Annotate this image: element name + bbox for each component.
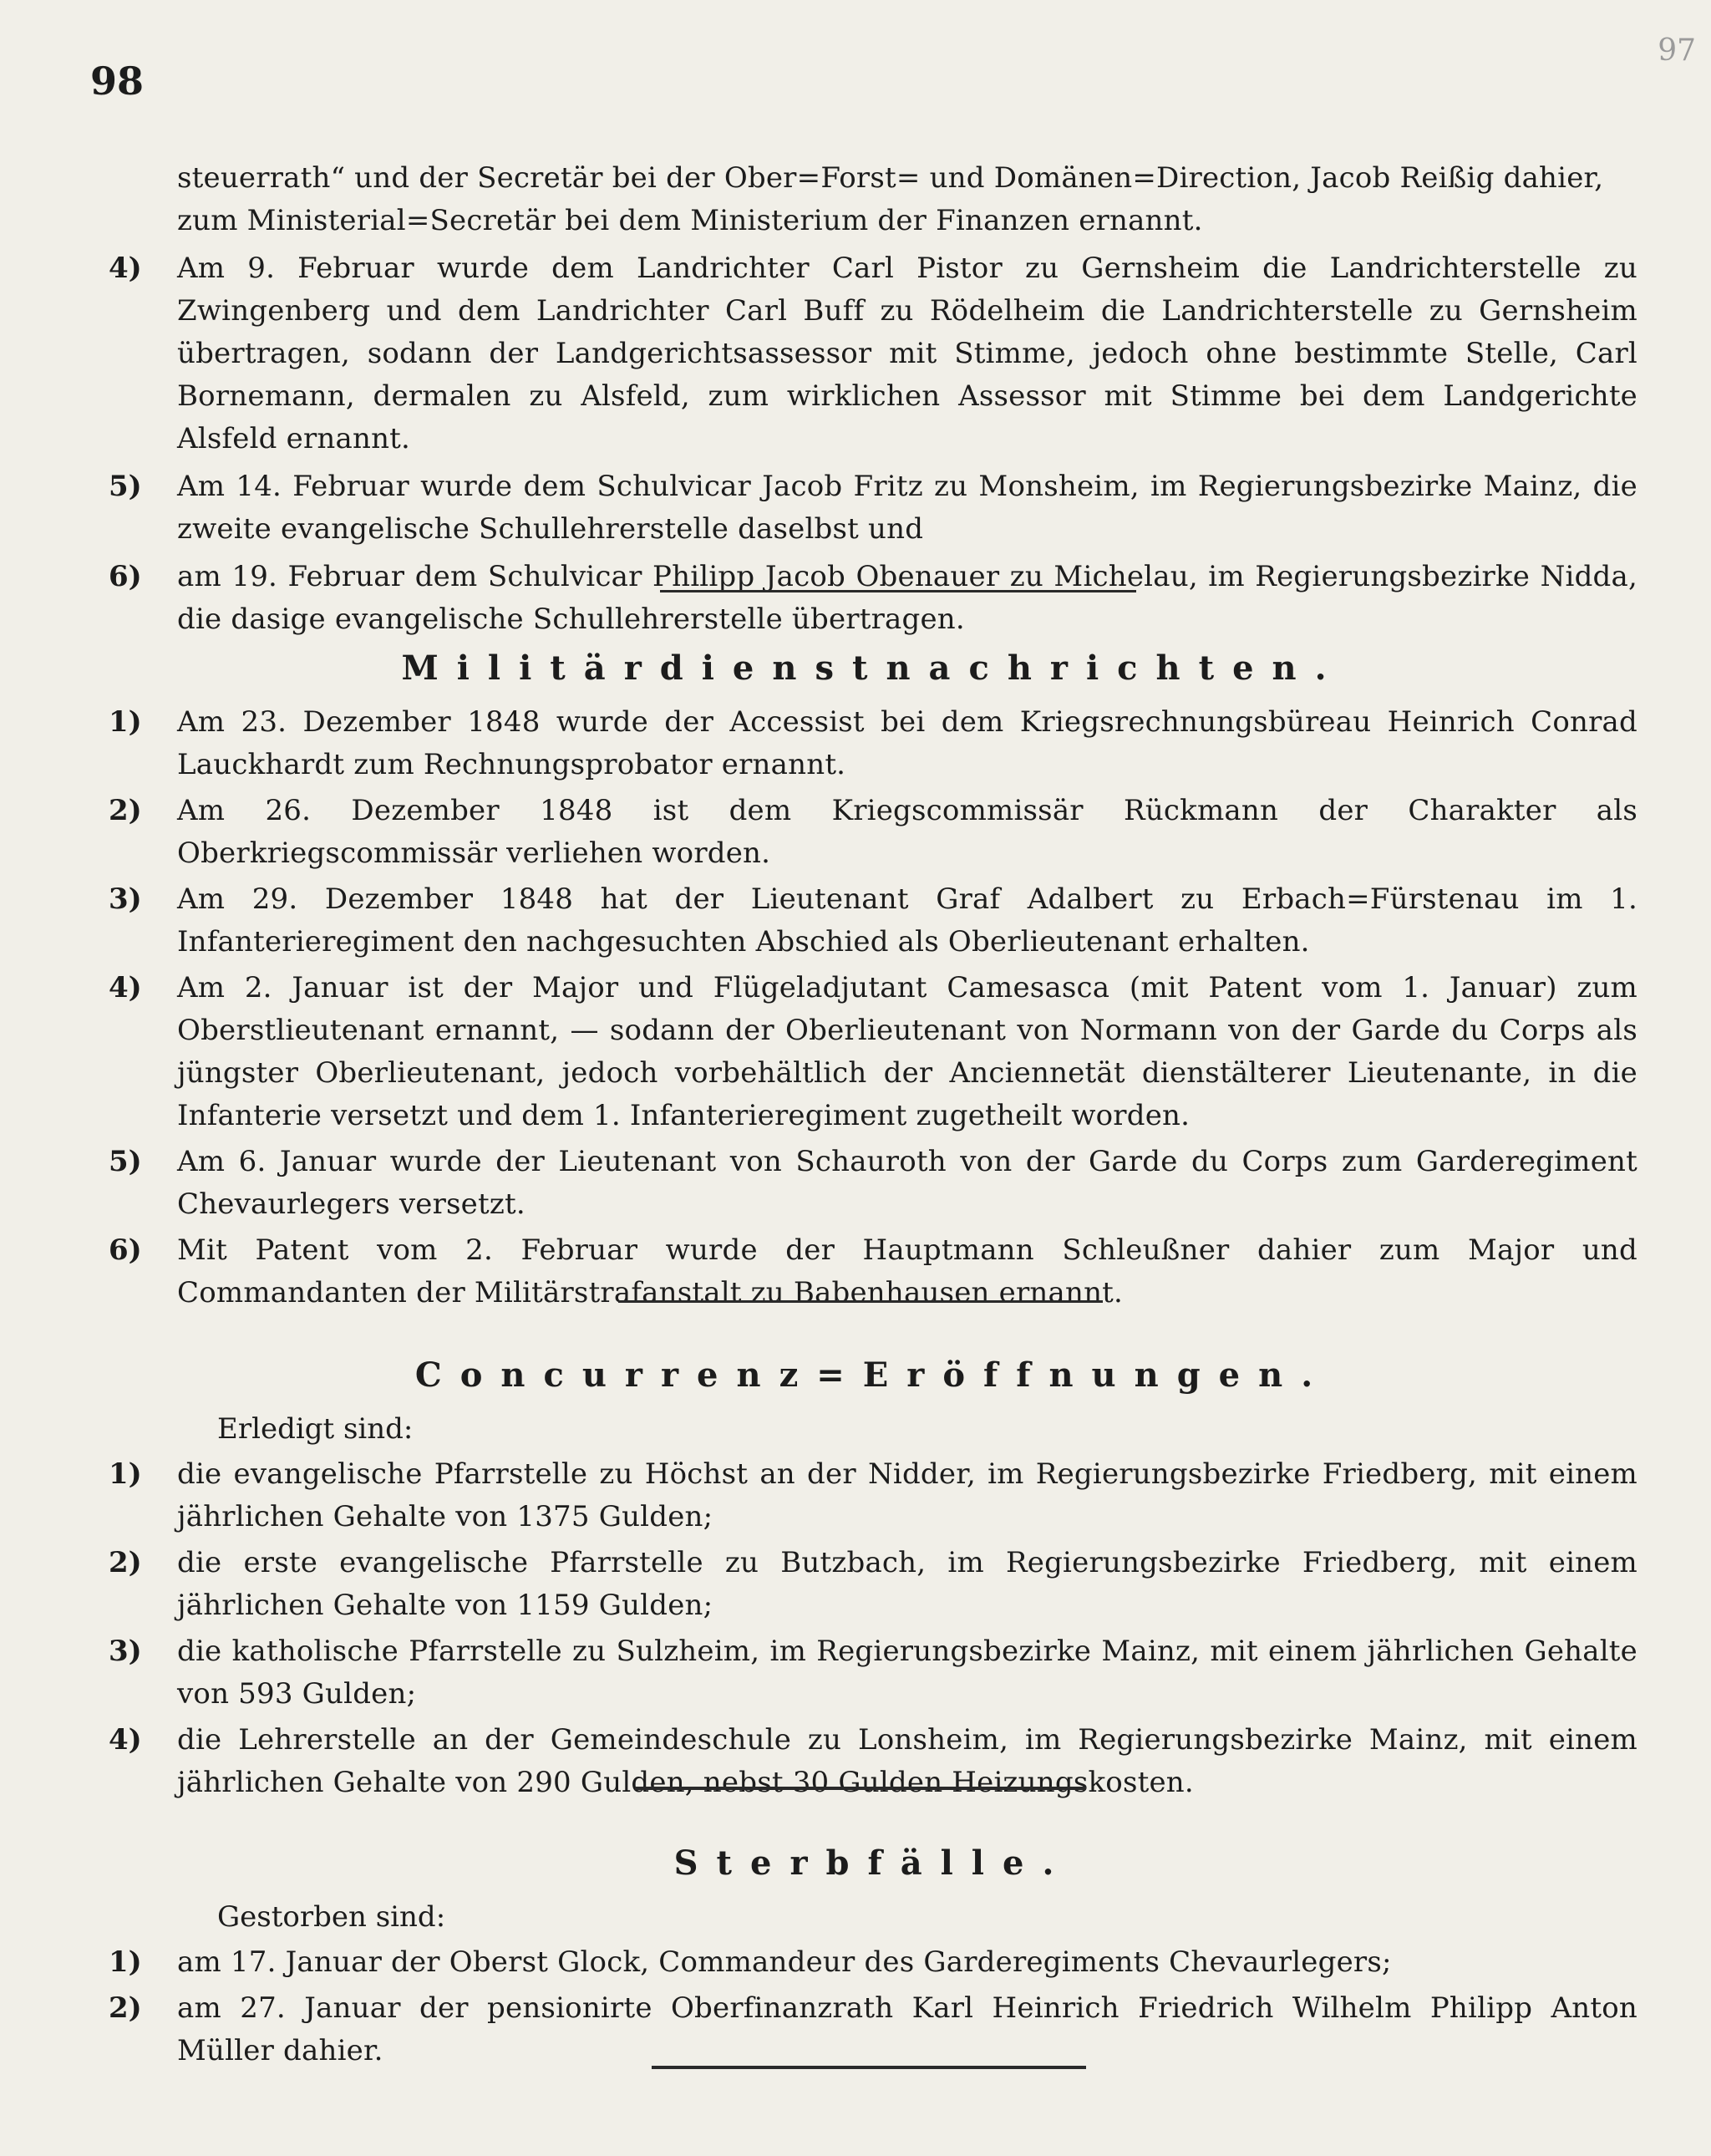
item-text: am 19. Februar dem Schulvicar Philipp Jacob Obenauer zu Michelau, im Regierungsbezirke Nidda, die dasige evangelische Schullehrerstelle übertragen.	[177, 560, 1637, 636]
corner-page-mark: 97	[1658, 33, 1696, 68]
list-item	[109, 701, 1637, 786]
list-item	[109, 465, 1637, 551]
item-text: Am 14. Februar wurde dem Schulvicar Jacob Fritz zu Monsheim, im Regierungsbezirke Mainz, die zweite evangelische Schullehrerstelle daselbst und	[177, 470, 1637, 546]
deaths-section	[109, 1822, 1637, 2072]
list-item	[109, 967, 1637, 1137]
item-number: 4)	[109, 252, 142, 285]
section-heading: Militärdienstnachrichten.	[401, 648, 1345, 688]
item-text: Am 29. Dezember 1848 hat der Lieutenant Graf Adalbert zu Erbach=Fürstenau im 1. Infanterieregiment den nachgesuchten Abschied als Oberlieutenant erhalten.	[177, 882, 1637, 959]
item-text: Am 9. Februar wurde dem Landrichter Carl Pistor zu Gernsheim die Landrichterstelle zu Zwingenberg und dem Landrichter Carl Buff zu Rödelheim die Landrichterstelle zu Gernsheim übertragen, sodann der Landgerichtsassessor mit Stimme, jedoch ohne bestimmte Stelle, Carl Bornemann, dermalen zu Alsfeld, zum wirklichen Assessor mit Stimme bei dem Landgerichte Alsfeld ernannt.	[177, 252, 1637, 455]
item-text: Am 2. Januar ist der Major und Flügeladjutant Camesasca (mit Patent vom 1. Januar) zum Oberstlieutenant ernannt, — sodann der Oberlieutenant von Normann von der Garde du Corps als jüngster Oberlieutenant, jedoch vorbehältlich der Anciennetät dienstälterer Lieutenante, in die Infanterie versetzt und dem 1. Infanterieregiment zugetheilt worden.	[177, 971, 1637, 1132]
item-text: die katholische Pfarrstelle zu Sulzheim, im Regierungsbezirke Mainz, mit einem jährlichen Gehalte von 593 Gulden;	[177, 1635, 1637, 1711]
item-text: Am 6. Januar wurde der Lieutenant von Schauroth von der Garde du Corps zum Garderegiment Chevaurlegers versetzt.	[177, 1145, 1637, 1221]
list-item	[109, 790, 1637, 875]
top-block	[109, 157, 1637, 641]
list-item	[109, 1141, 1637, 1226]
item-number: 5)	[109, 1145, 142, 1178]
item-number: 6)	[109, 1233, 142, 1267]
item-text: die Lehrerstelle an der Gemeindeschule zu Lonsheim, im Regierungsbezirke Mainz, mit einem jährlichen Gehalte von 290 Gulden, nebst 30 Gulden Heizungskosten.	[177, 1723, 1637, 1799]
item-number: 1)	[109, 1457, 142, 1491]
section-divider	[660, 590, 1136, 592]
continuation-line: steuerrath“ und der Secretär bei der Ober=Forst= und Domänen=Direction, Jacob Reißig dahier,	[177, 161, 1604, 195]
section-intro: Erledigt sind:	[217, 1412, 414, 1446]
item-number: 1)	[109, 1945, 142, 1979]
section-divider	[635, 1787, 1086, 1790]
item-text: die erste evangelische Pfarrstelle zu Butzbach, im Regierungsbezirke Friedberg, mit einem jährlichen Gehalte von 1159 Gulden;	[177, 1546, 1637, 1622]
section-heading: Sterbfälle.	[673, 1843, 1073, 1883]
item-number: 2)	[109, 1546, 142, 1579]
continuation-paragraph	[109, 157, 1637, 242]
page-number: 98	[90, 58, 145, 104]
military-section	[109, 627, 1637, 1314]
list-item	[109, 1987, 1637, 2072]
item-number: 2)	[109, 794, 142, 827]
item-number: 3)	[109, 1635, 142, 1668]
item-number: 3)	[109, 882, 142, 916]
item-number: 5)	[109, 470, 142, 503]
list-item	[109, 247, 1637, 460]
item-text: Am 26. Dezember 1848 ist dem Kriegscommissär Rückmann der Charakter als Oberkriegscommissär verliehen worden.	[177, 794, 1637, 870]
item-text: Am 23. Dezember 1848 wurde der Accessist bei dem Kriegsrechnungsbüreau Heinrich Conrad Lauckhardt zum Rechnungsprobator ernannt.	[177, 705, 1637, 781]
item-text: Mit Patent vom 2. Februar wurde der Hauptmann Schleußner dahier zum Major und Commandanten der Militärstrafanstalt zu Babenhausen ernannt.	[177, 1233, 1637, 1309]
section-divider	[618, 1300, 1103, 1303]
item-number: 4)	[109, 971, 142, 1004]
list-item	[109, 1453, 1637, 1538]
list-item	[109, 1542, 1637, 1627]
section-intro: Gestorben sind:	[217, 1900, 446, 1934]
continuation-line: zum Ministerial=Secretär bei dem Ministerium der Finanzen ernannt.	[177, 204, 1203, 237]
list-item	[109, 1630, 1637, 1716]
concurrence-section	[109, 1334, 1637, 1804]
item-text: am 27. Januar der pensionirte Oberfinanzrath Karl Heinrich Friedrich Wilhelm Philipp Anton Müller dahier.	[177, 1991, 1637, 2067]
item-number: 1)	[109, 705, 142, 739]
item-number: 4)	[109, 1723, 142, 1757]
item-number: 6)	[109, 560, 142, 593]
item-number: 2)	[109, 1991, 142, 2025]
item-text: die evangelische Pfarrstelle zu Höchst an der Nidder, im Regierungsbezirke Friedberg, mit einem jährlichen Gehalte von 1375 Gulden;	[177, 1457, 1637, 1533]
section-divider	[652, 2066, 1086, 2069]
section-heading: Concurrenz=Eröffnungen.	[414, 1355, 1332, 1395]
list-item	[109, 1941, 1637, 1984]
list-item	[109, 1719, 1637, 1804]
list-item	[109, 878, 1637, 964]
item-text: am 17. Januar der Oberst Glock, Commandeur des Garderegiments Chevaurlegers;	[177, 1945, 1392, 1979]
